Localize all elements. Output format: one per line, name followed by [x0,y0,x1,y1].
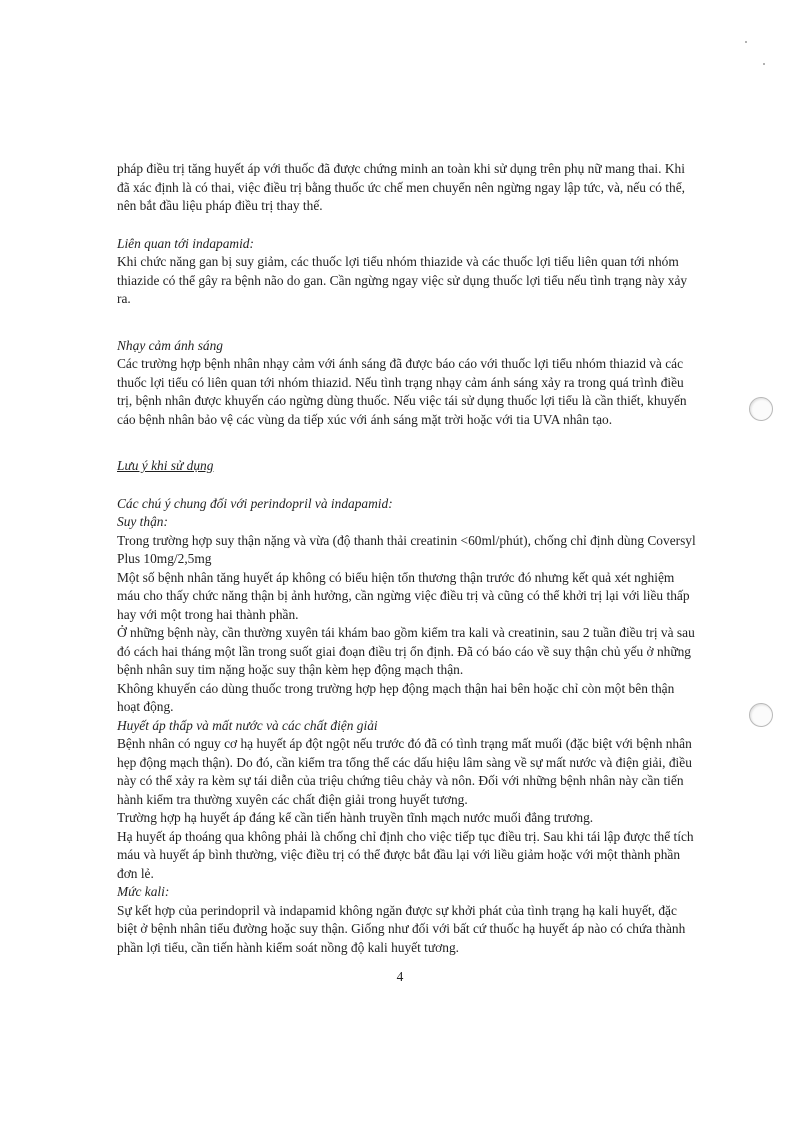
page-number: 4 [396,969,404,984]
document-body [117,160,697,957]
paragraph-renal-stenosis: Không khuyến cáo dùng thuốc trong trường hợp hẹp động mạch thận hai bên hoặc chỉ còn một bên thận hoạt động. [117,680,675,714]
heading-potassium: Mức kali: [117,884,170,899]
paragraph-photosensitivity: Các trường hợp bệnh nhân nhạy cảm với ánh sáng đã được báo cáo với thuốc lợi tiểu nhóm thiazid và các thuốc lợi tiểu có liên quan tới nhóm thiazid. Nếu tình trạng nhạy cảm ánh sáng xảy ra trong quá trình điều trị, bệnh nhân được khuyến cáo ngừng dùng thuốc. Nếu việc tái sử dụng thuốc lợi tiểu là cần thiết, khuyến cáo bệnh nhân bảo vệ các vùng da tiếp xúc với ánh sáng mặt trời hoặc với tia UVA nhân tạo. [117,356,687,427]
paragraph-potassium: Sự kết hợp của perindopril và indapamid không ngăn được sự khởi phát của tình trạng hạ kali huyết, đặc biệt ở bệnh nhân tiểu đường hoặc suy thận. Giống như đối với bất cứ thuốc hạ huyết áp nào có chứa thành phần lợi tiểu, cần tiến hành kiểm soát nồng độ kali huyết tương. [117,902,686,955]
heading-precautions: Lưu ý khi sử dụng [117,458,214,473]
punch-hole [749,397,773,421]
heading-photosensitivity: Nhạy cảm ánh sáng [117,337,224,353]
paragraph-pregnancy: pháp điều trị tăng huyết áp với thuốc đã được chứng minh an toàn khi sử dụng trên phụ nữ mang thai. Khi đã xác định là có thai, việc điều trị bằng thuốc ức chế men chuyển nên ngừng ngay lập tức, và, nếu có thể, nên bắt đầu liệu pháp điều trị thay thế. [117,161,685,213]
heading-indapamid: Liên quan tới indapamid: [117,235,254,251]
paragraph-renal-followup: Ở những bệnh này, cần thường xuyên tái khám bao gồm kiểm tra kali và creatinin, sau 2 tuần điều trị và sau đó cách hai tháng một lần trong suốt giai đoạn điều trị ổn định. Đã có báo cáo về suy thận chủ yếu ở những bệnh nhân suy tim nặng hoặc suy thận kèm hẹp động mạch thận. [117,625,695,677]
paragraph-hypotension-risk: Bệnh nhân có nguy cơ hạ huyết áp đột ngột nếu trước đó đã có tình trạng mất muối (đặc biệt với bệnh nhân hẹp động mạch thận). Do đó, cần kiểm tra tổng thể các dấu hiệu lâm sàng về sự mất nước và điện giải, điều này có thể xảy ra kèm sự tái diễn của triệu chứng tiêu chảy và nôn. Đối với những bệnh nhân này cần tiến hành kiểm tra thường xuyên các chất điện giải trong huyết tương. [117,736,692,807]
paragraph-transient-hypotension: Hạ huyết áp thoáng qua không phải là chống chỉ định cho việc tiếp tục điều trị. Sau khi tái lập được thể tích máu và huyết áp bình thường, việc điều trị có thể được bắt đầu lại với liều giảm hoặc với một thành phần đơn lẻ. [117,828,694,881]
paragraph-hepatic: Khi chức năng gan bị suy giảm, các thuốc lợi tiểu nhóm thiazide và các thuốc lợi tiểu liên quan tới nhóm thiazide có thể gây ra bệnh não do gan. Cần ngừng ngay việc sử dụng thuốc lợi tiểu nếu tình trạng này xảy ra. [117,254,688,306]
heading-general-precautions: Các chú ý chung đối với perindopril và indapamid: [117,495,393,511]
scan-speck [745,41,747,43]
heading-hypotension: Huyết áp thấp và mất nước và các chất điện giải [117,717,378,733]
scan-speck [763,63,765,65]
paragraph-renal-monitoring: Một số bệnh nhân tăng huyết áp không có biểu hiện tổn thương thận trước đó nhưng kết quả xét nghiệm máu cho thấy chức năng thận bị ảnh hưởng, cần ngừng việc điều trị và cũng có thể khởi trị lại với liều thấp hay với một trong hai thành phần. [117,569,690,622]
paragraph-hypotension-treatment: Trường hợp hạ huyết áp đáng kể cần tiến hành truyền tĩnh mạch nước muối đẳng trương. [117,810,594,825]
paragraph-renal-contraindication: Trong trường hợp suy thận nặng và vừa (độ thanh thải creatinin <60ml/phút), chống chỉ định dùng Coversyl Plus 10mg/2,5mg [117,532,696,566]
heading-renal-failure: Suy thận: [117,514,168,529]
punch-hole [749,703,773,727]
